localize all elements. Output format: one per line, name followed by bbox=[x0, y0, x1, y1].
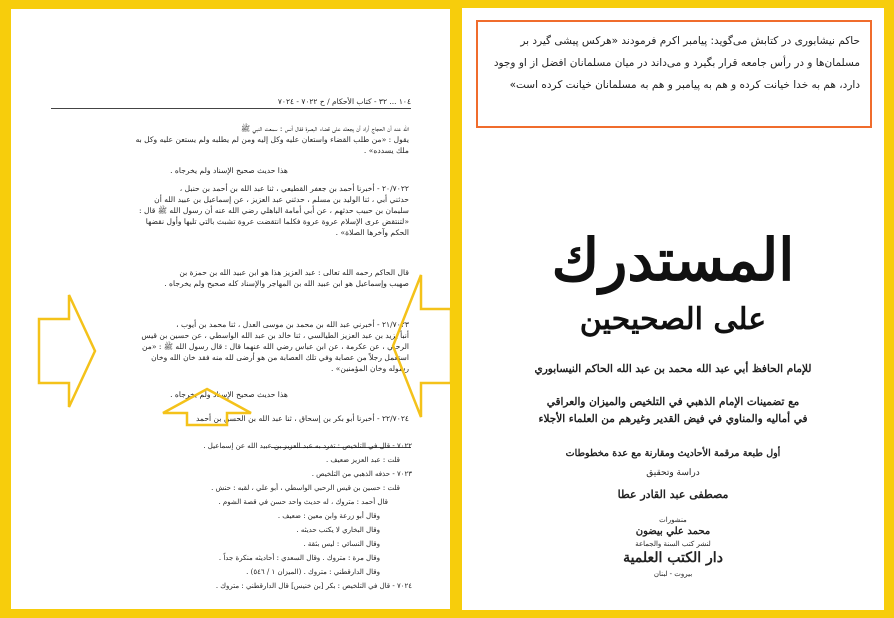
text-line: ٢٠/٧٠٢٢ - أخبرنا أحمد بن جعفر القطيعي ، ثنا عبد الله بن أحمد بن حنبل ، bbox=[179, 184, 409, 193]
left-pointing-arrow-icon bbox=[391, 271, 450, 421]
footnote: ٧٠٢٣ - حذفه الذهبي من التلخيص . bbox=[311, 470, 412, 478]
editor-name: مصطفى عبد القادر عطا bbox=[617, 488, 729, 501]
text-line: هذا حديث صحيح الإسناد ولم يخرجاه . bbox=[170, 390, 288, 399]
text-line: الله عنه أن الحجاج أراد أن يجعله على قضاء البصرة فقال أنس : سمعت النبي ﷺ bbox=[240, 124, 409, 133]
text-line: الحكم وآخرها الصلاة» . bbox=[335, 228, 409, 237]
left-book-page bbox=[11, 9, 450, 609]
text-line: الرحبي ، عن عكرمة ، عن ابن عباس رضي الله عنهما قال : قال رسول الله ﷺ : «من bbox=[141, 342, 409, 351]
publisher-tagline: لنشر كتب السنة والجماعة bbox=[635, 540, 711, 548]
page-header: ١٠٤ ... ٣٢ - كتاب الأحكام / ح ٧٠٢٢ - ٧٠٢٤ bbox=[51, 97, 411, 109]
footnote: ٧٠٢٤ - قال في التلخيص : بكر [بن خنيس] قال الدارقطني : متروك . bbox=[215, 582, 412, 590]
footnote: وقال الدارقطني : متروك . (الميزان ١ / ٥٤٦) . bbox=[246, 568, 380, 576]
up-pointing-arrow-icon bbox=[157, 387, 257, 427]
study-label: دراسة وتحقيق bbox=[646, 468, 700, 478]
edition-note: أول طبعة مرقمة الأحاديث ومقارنة مع عدة مخطوطات bbox=[565, 448, 781, 459]
author-line: للإمام الحافظ أبي عبد الله محمد بن عبد الله الحاكم النيسابوري bbox=[534, 363, 812, 375]
text-line: حدثني أبي ، ثنا الوليد بن مسلم ، حدثني عبد العزيز ، عن إسماعيل بن عبيد الله أن bbox=[154, 195, 409, 204]
appendix-line: مع تضمينات الإمام الذهبي في التلخيص والميزان والعراقي bbox=[546, 396, 800, 408]
footnote: وقال مرة : متروك . وقال السعدي : أحاديثه منكرة جداً . bbox=[218, 554, 380, 562]
book-subtitle: على الصحيحين bbox=[579, 302, 767, 337]
text-line: أنبأ يزيد بن عبد العزيز الطيالسي ، ثنا خالد بن عبد الله الواسطي ، عن حسين بن قيس bbox=[141, 331, 409, 340]
text-line: ٢٢/٧٠٢٤ - أخبرنا أبو بكر بن إسحاق ، ثنا عبد الله بن الحسن بن أحمد bbox=[195, 414, 409, 423]
text-line: استعمل رجلاً من عصابة وفي تلك العصابة من هو أرضى لله منه فقد خان الله وخان bbox=[151, 353, 409, 362]
text-line: رسوله وخان المؤمنين» . bbox=[330, 364, 409, 373]
text-line: يقول : «من طلب القضاء واستعان عليه وكل إليه ومن لم يطلبه ولم يستعن عليه وكل به bbox=[135, 135, 409, 144]
footnote: وقال البخاري لا يكتب حديثه . bbox=[296, 526, 380, 534]
publisher-owner: محمد علي بيضون bbox=[635, 526, 711, 537]
text-line: هذا حديث صحيح الإسناد ولم يخرجاه . bbox=[170, 166, 288, 175]
text-line: ٢١/٧٠٢٣ - أخبرني عبد الله بن محمد بن موسى العدل ، ثنا محمد بن أيوب ، bbox=[176, 320, 409, 329]
text-line: ملك يسدده» . bbox=[363, 146, 409, 155]
appendix-line: في أماليه والمناوي في فيض القدير وغيرهم من العلماء الأجلاء bbox=[538, 413, 808, 425]
publisher-label: منشورات bbox=[659, 516, 687, 524]
publisher-city: بيروت - لبنان bbox=[653, 570, 693, 578]
footnote: ٧٠٢٢ - قال في التلخيص : تفرد به عبد العزيز بن عبيد الله عن إسماعيل . bbox=[203, 442, 412, 450]
footnote: قلت : حسين بن قيس الرحبي الواسطي ، أبو علي ، لقبه : حنش . bbox=[211, 484, 400, 492]
footnote: قال أحمد : متروك ، له حديث واحد حسن في قصة الشوم . bbox=[218, 498, 388, 506]
book-title: المستدرك bbox=[551, 226, 795, 294]
footnote: وقال أبو زرعة وابن معين : ضعيف . bbox=[277, 512, 380, 520]
right-book-cover bbox=[462, 8, 884, 610]
text-line: سليمان بن حبيب حدثهم ، عن أبي أمامة الباهلي رضي الله عنه أن رسول الله ﷺ قال : bbox=[139, 206, 409, 215]
footnote: وقال النسائي : ليس بثقة . bbox=[303, 540, 380, 548]
persian-summary-box: حاکم نیشابوری در کتابش می‌گوید: پیامبر اکرم فرمودند «هرکس پیشی گیرد بر مسلمان‌ها و در رأس جامعه قرار بگیرد و می‌داند در میان مسلمانان افضل از او وجود دارد، هم به خدا خیانت کرده و هم به پیامبر و هم به مسلمانان خیانت کرده است» bbox=[476, 20, 872, 128]
text-line: صهيب وإسماعيل هو ابن عبيد الله بن المهاجر والإسناد كله صحيح ولم يخرجاه . bbox=[164, 279, 409, 288]
right-pointing-arrow-icon bbox=[37, 291, 97, 411]
footnote: قلت : عبد العزيز ضعيف . bbox=[325, 456, 400, 464]
text-line: قال الحاكم رحمه الله تعالى : عبد العزيز هذا هو ابن عبيد الله بن حمزة بن bbox=[179, 268, 409, 277]
publisher-name: دار الكتب العلمية bbox=[623, 550, 723, 566]
text-line: «لتنتقض عرى الإسلام عروة عروة فكلما انتقضت عروة تشبث بالتي تليها وأول نقضها bbox=[145, 217, 409, 226]
